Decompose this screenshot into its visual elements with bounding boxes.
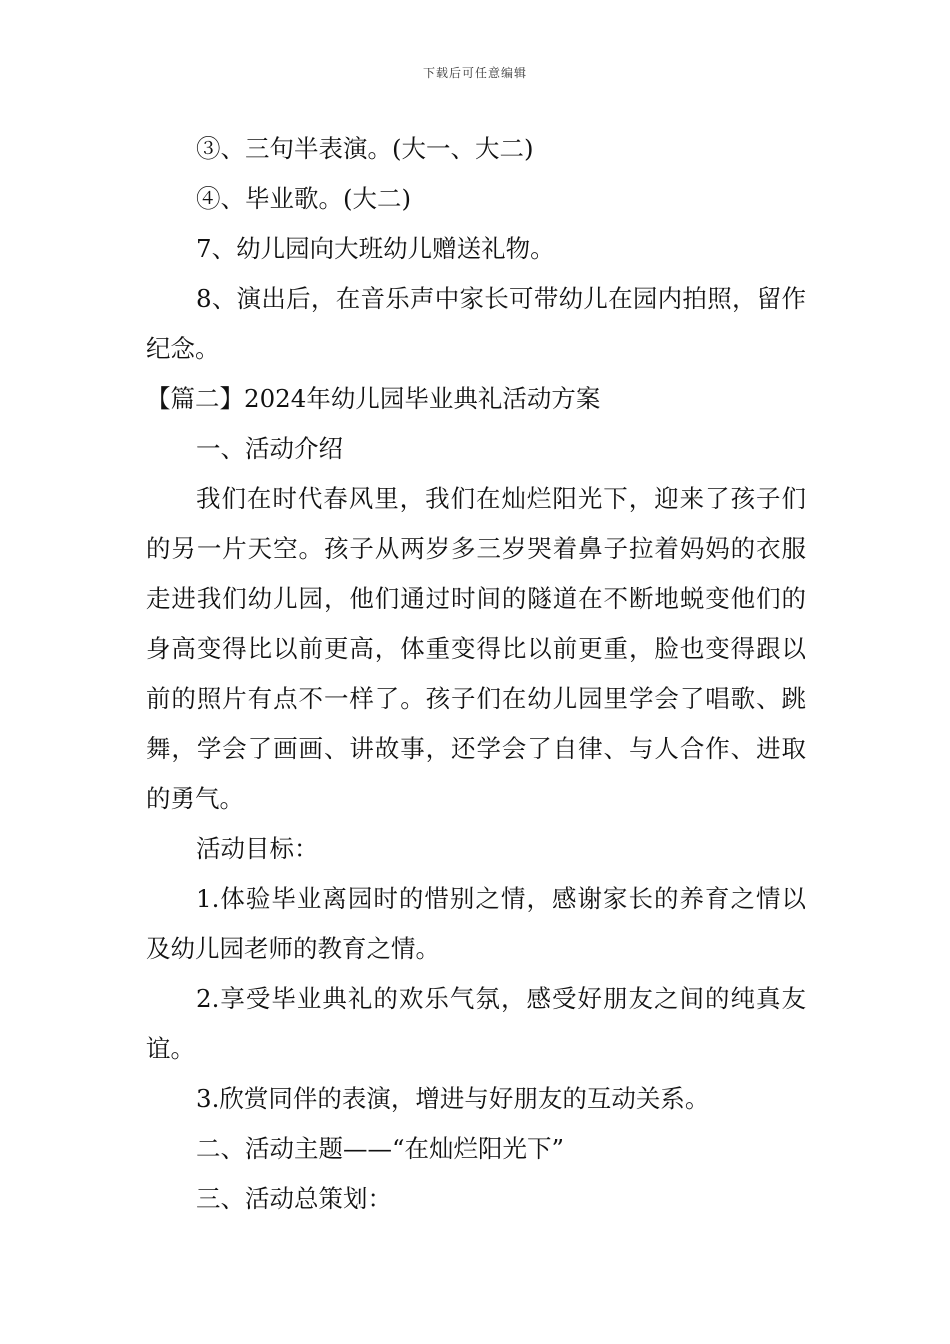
page-header-note: 下载后可任意编辑 [422, 66, 527, 80]
document-body [146, 124, 806, 1224]
heading-activity-theme: 二、活动主题——“在灿烂阳光下” [196, 1134, 565, 1163]
heading-activity-planning: 三、活动总策划： [196, 1184, 392, 1213]
paragraph-item-4: ④、毕业歌。(大二) [196, 184, 412, 213]
paragraph-item-7: 7、幼儿园向大班幼儿赠送礼物。 [196, 234, 555, 263]
goal-item-1: 1.体验毕业离园时的惜别之情，感谢家长的养育之情以及幼儿园老师的教育之情。 [146, 884, 806, 963]
paragraph-intro-body: 我们在时代春风里，我们在灿烂阳光下，迎来了孩子们的另一片天空。孩子从两岁多三岁哭着鼻子拉着妈妈的衣服走进我们幼儿园，他们通过时间的隧道在不断地蜕变他们的身高变得比以前更高，体重变得比以前更重，脸也变得跟以前的照片有点不一样了。孩子们在幼儿园里学会了唱歌、跳舞，学会了画画、讲故事，还学会了自律、与人合作、进取的勇气。 [146, 484, 806, 813]
heading-activity-goals: 活动目标： [196, 834, 319, 863]
goal-item-2: 2.享受毕业典礼的欢乐气氛，感受好朋友之间的纯真友谊。 [146, 984, 806, 1063]
paragraph-item-3: ③、三句半表演。(大一、大二) [196, 134, 534, 163]
paragraph-item-8: 8、演出后，在音乐声中家长可带幼儿在园内拍照，留作纪念。 [146, 284, 806, 363]
section-heading-part-two: 【篇二】2024年幼儿园毕业典礼活动方案 [146, 384, 601, 413]
goal-item-3: 3.欣赏同伴的表演，增进与好朋友的互动关系。 [196, 1084, 710, 1113]
heading-activity-intro: 一、活动介绍 [196, 434, 343, 463]
